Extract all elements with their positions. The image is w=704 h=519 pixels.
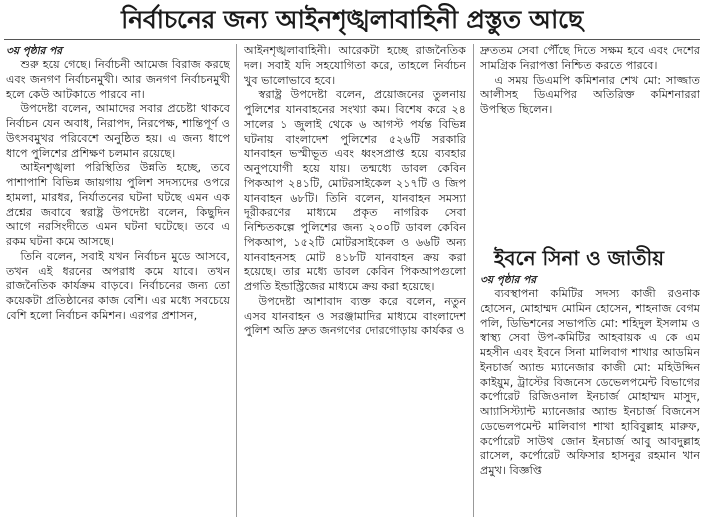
column-divider [473,44,474,517]
paragraph: আইনশৃঙ্খলা পরিস্থিতির উন্নতি হচ্ছে, তবে পাশাপাশি বিভিন্ন জায়গায় পুলিশ সদস্যদের ওপরে হামলা, মারধর, নির্যাতনের ঘটনা ঘটছে এমন এক প্রশ্নের জবাবে স্বরাষ্ট্র উপদেষ্টা বলেন, কিছুদিন আগে নরসিংদীতে এমন ঘটনা ঘটেছে। তবে এ রকম ঘটনা কমে আসছে। [6,161,230,248]
paragraph: ব্যবস্থাপনা কমিটির সদস্য কাজী রওনাক হোসেন, মোহাম্মদ মোমিন হোসেন, শাহনাজ বেগম পলি, ডিভিশনের সভাপতি মো: শহিদুল ইসলাম ও স্বাস্থ্য সেবা উপ-কমিটির আহবায়ক এ কে এম মহসীন এবং ইবনে সিনা মালিবাগ শাখার আডমিন ইনচার্জ অ্যান্ড ম্যানেজার কাজী মো: মহিউদ্দিন কাইয়ুম, ট্রাস্টের বিজনেস ডেভেলপমেন্ট বিভাগের কর্পোরেট রিজিওনাল ইনচার্জ মোহাম্মদ মাসুদ, আ্যাসিস্ট্যান্ট ম্যানেজার অ্যান্ড ইনচার্জ বিজনেস ডেভেলপমেন্ট মালিবাগ শাখা হাবিবুল্লাহ মারুফ, কর্পোরেট সাউথ জোন ইনচার্জ আবু আবদুল্লাহ রাসেল, কর্পোরেট অফিসার হাসনুর রহমান খান প্রমুখ। বিজ্ঞপ্তি [480,287,700,477]
paragraph: উপদেষ্টা আশাবাদ ব্যক্ত করে বলেন, নতুন এসব যানবাহন ও সরঞ্জামাদির মাধ্যমে বাংলাদেশ পুলিশ অতি দ্রুত জনগণের দোরগোড়ায় কার্যকর ও [244,294,466,338]
story2-headline: ইবনে সিনা ও জাতীয় [494,246,664,270]
continued-label: ৩য় পৃষ্ঠার পর [6,45,63,57]
paragraph: দ্রুততম সেবা পৌঁছে দিতে সক্ষম হবে এবং দেশের সামগ্রিক নিরাপত্তা নিশ্চিত করতে পারবে। [480,44,700,72]
column-3 [480,44,700,519]
paragraph: তিনি বলেন, সবাই যখন নির্বাচন মুডে আসবে, তখন এই ধরনের অপরাধ কমে যাবে। তখন রাজনৈতিক কার্যক্রম বাড়বে। নির্বাচনের জন্য তো কয়েকটা প্রতিষ্ঠানের কাজ বেশি। এর মধ্যে সবচেয়ে বেশি হলো নির্বাচন কমিশন। এরপর প্রশাসন, [6,249,230,322]
paragraph: উপদেষ্টা বলেন, আমাদের সবার প্রচেষ্টা থাকবে নির্বাচন যেন অবাধ, নিরাপদ, নিরপেক্ষ, শান্তিপূর্ণ ও উৎসবমুখর পরিবেশে অনুষ্ঠিত হয়। এ জন্য ধাপে ধাপে পুলিশের প্রশিক্ষণ চলমান রয়েছে। [6,102,230,160]
column-1 [6,44,230,519]
column-divider [236,44,237,517]
paragraph: আইনশৃঙ্খলাবাহিনী। আরেকটা হচ্ছে রাজনৈতিক দল। সবাই যদি সহযোগিতা করে, তাহলে নির্বাচন খুব ভালোভাবে হবে। [244,44,466,87]
headline-rule [4,39,700,40]
column-2 [244,44,466,519]
story1-end [480,44,700,229]
paragraph: স্বরাষ্ট্র উপদেষ্টা বলেন, প্রয়োজনের তুলনায় পুলিশের যানবাহনের সংখ্যা কম। বিশেষ করে ২৪ সালের ১ জুলাই থেকে ৬ আগস্ট পর্যন্ত বিভিন্ন ঘটনায় বাংলাদেশ পুলিশের ৫২৬টি সরকারি যানবাহন ভস্মীভূত এবং ধ্বংসপ্রাপ্ত হয়ে ব্যবহার অনুপযোগী হয়ে যায়। তন্মধ্যে ডাবল কেবিন পিকআপ ২৪১টি, মোটরসাইকেল ২১৭টি ও জিপ যানবাহন ৬৮টি। তিনি বলেন, যানবাহন সমস্যা দূরীকরণের মাধ্যমে প্রকৃত নাগরিক সেবা নিশ্চিতকল্পে পুলিশের জন্য ২০০টি ডাবল কেবিন পিকআপ, ১৫২টি মোটরসাইকেল ও ৬৬টি অন্য যানবাহনসহ মোট ৪১৮টি যানবাহন ক্রয় করা হয়েছে। তার মধ্যে ডাবল কেবিন পিকআপগুলো প্রগতি ইন্ডাস্ট্রিজের মাধ্যমে ক্রয় করা হয়েছে। [244,88,466,293]
article-headline: নির্বাচনের জন্য আইনশৃঙ্খলাবাহিনী প্রস্তুত আছে [121,5,583,34]
paragraph: এ সময় ডিএমপি কমিশনার শেখ মো: সাজ্জাত আলীসহ ডিএমপির অতিরিক্ত কমিশনাররা উপস্থিত ছিলেন। [480,73,700,116]
paragraph: শুরু হয়ে গেছে। নির্বাচনী আমেজ বিরাজ করছে এবং জনগণ নির্বাচনমুখী। আর জনগণ নির্বাচনমুখী হলে কেউ আটকাতে পারবে না। [6,58,230,101]
continued-label: ৩য় পৃষ্ঠার পর [480,274,537,286]
